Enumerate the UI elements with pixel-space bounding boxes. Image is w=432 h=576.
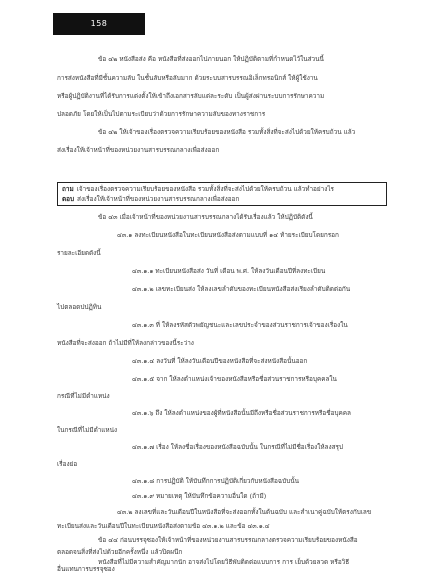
paragraph-line: ๔๓.๑.๘ การปฏิบัติ ให้บันทึกการปฏิบัติเกี่ยวกับหนังสือฉบับนั้น xyxy=(132,477,300,485)
paragraph-line: กรณีที่ไม่มีตำแหน่ง xyxy=(57,392,110,400)
qa-answer xyxy=(62,196,239,202)
paragraph-line: เรื่องย่อ xyxy=(57,460,78,468)
paragraph-line: ๔๓.๑.๓ ที่ ให้ลงรหัสตัวพยัญชนะและเลขประจำของส่วนราชการเจ้าของเรื่องใน xyxy=(132,321,348,329)
paragraph-line: ในกรณีที่ไม่มีตำแหน่ง xyxy=(57,426,118,434)
paragraph-line: การส่งหนังสือที่มีชั้นความลับ ในชั้นลับหรือลับมาก ด้วยระบบสารบรรณอิเล็กทรอนิกส์ ให้ผู้ใช้งาน xyxy=(57,74,318,82)
paragraph-line: หรือผู้ปฏิบัติงานที่ได้รับการแต่งตั้งให้เข้าถึงเอกสารลับแต่ละระดับ เป็นผู้ส่งผ่านระบบการรักษาความ xyxy=(57,92,325,100)
paragraph-line: ข้อ ๔๓ เมื่อเจ้าหน้าที่ของหน่วยงานสารบรรณกลางได้รับเรื่องแล้ว ให้ปฏิบัติดังนี้ xyxy=(98,213,313,221)
page-number: 158 xyxy=(53,13,145,35)
paragraph-line: ๔๓.๑.๑ ทะเบียนหนังสือส่ง วันที่ เดือน พ.ศ. ให้ลงวันเดือนปีที่ลงทะเบียน xyxy=(132,267,326,275)
paragraph-line: อื่นแทนการบรรจุซอง xyxy=(57,565,115,573)
paragraph-line: ๔๓.๑.๙ หมายเหตุ ให้บันทึกข้อความอื่นใด (ถ้ามี) xyxy=(132,492,267,500)
paragraph-line: ๔๓.๒ ลงเลขที่และวันเดือนปีในหนังสือที่จะส่งออกทั้งในต้นฉบับ และสำเนาคู่ฉบับให้ตรงกับเลข xyxy=(117,508,372,516)
paragraph-line: ปลอดภัย โดยให้เป็นไปตามระเบียบว่าด้วยการรักษาความลับของทางราชการ xyxy=(57,110,266,118)
question-text: เจ้าของเรื่องตรวจความเรียบร้อยของหนังสือ รวมทั้งสิ่งที่จะส่งไปด้วยให้ครบถ้วน แล้วทำอย่างไร xyxy=(76,185,334,193)
qa-box xyxy=(57,182,387,206)
paragraph-line: รายละเอียดดังนี้ xyxy=(57,249,101,257)
qa-question xyxy=(62,186,334,192)
paragraph-line: ๔๓.๑ ลงทะเบียนหนังสือในทะเบียนหนังสือส่งตามแบบที่ ๑๔ ท้ายระเบียบโดยกรอก xyxy=(117,231,339,239)
paragraph-line: ๔๓.๑.๗ เรื่อง ให้ลงชื่อเรื่องของหนังสือฉบับนั้น ในกรณีที่ไม่มีชื่อเรื่องให้ลงสรุป xyxy=(132,443,343,451)
question-label: ถาม xyxy=(62,185,74,193)
answer-text: ส่งเรื่องให้เจ้าหน้าที่ของหน่วยงานสารบรรณกลางเพื่อส่งออก xyxy=(77,195,240,203)
paragraph-line: ๔๓.๑.๕ จาก ให้ลงตำแหน่งเจ้าของหนังสือหรือชื่อส่วนราชการหรือบุคคลใน xyxy=(132,375,337,383)
paragraph-line: ข้อ ๔๔ ก่อนบรรจุซองให้เจ้าหน้าที่ของหน่วยงานสารบรรณกลางตรวจความเรียบร้อยของหนังสือ xyxy=(98,536,358,544)
paragraph-line: ตลอดจนสิ่งที่ส่งไปด้วยอีกครั้งหนึ่ง แล้วปิดผนึก xyxy=(57,548,183,556)
paragraph-line: ส่งเรื่องให้เจ้าหน้าที่ของหน่วยงานสารบรรณกลางเพื่อส่งออก xyxy=(57,146,220,154)
paragraph-line: ข้อ ๔๒ หนังสือส่ง คือ หนังสือที่ส่งออกไปภายนอก ให้ปฏิบัติตามที่กำหนดไว้ในส่วนนี้ xyxy=(98,55,324,63)
paragraph-line: ทะเบียนส่งและวันเดือนปีในทะเบียนหนังสือส่งตามข้อ ๔๓.๑.๒ และข้อ ๔๓.๑.๔ xyxy=(57,522,270,530)
paragraph-line: ๔๓.๑.๖ ถึง ให้ลงตำแหน่งของผู้ที่หนังสือนั้นมีถึงหรือชื่อส่วนราชการหรือชื่อบุคคล xyxy=(132,409,351,417)
paragraph-line: หนังสือที่ไม่มีความสำคัญมากนัก อาจส่งไปโดยวิธีพับติดต่อแบบการ การ เย็บด้วยลวด หรือวิธี xyxy=(98,558,350,566)
paragraph-line: ไปตลอดปปฏิทิน xyxy=(57,303,102,311)
paragraph-line: ข้อ ๔๒ ให้เจ้าของเรื่องตรวจความเรียบร้อยของหนังสือ รวมทั้งสิ่งที่จะส่งไปด้วยให้ครบถ้วน แล้ว xyxy=(98,128,356,136)
answer-label: ตอบ xyxy=(62,195,75,203)
paragraph-line: ๔๓.๑.๒ เลขทะเบียนส่ง ให้ลงเลขลำดับของทะเบียนหนังสือส่งเรียงลำดับติดต่อกัน xyxy=(132,285,351,293)
paragraph-line: หนังสือที่จะส่งออก ถ้าไม่มีที่ให้ลงกล่าวของนี้ระว่าง xyxy=(57,339,194,347)
paragraph-line: ๔๓.๑.๔ ลงวันที่ ให้ลงวันเดือนปีของหนังสือที่จะส่งหนังสือนั้นออก xyxy=(132,357,308,365)
